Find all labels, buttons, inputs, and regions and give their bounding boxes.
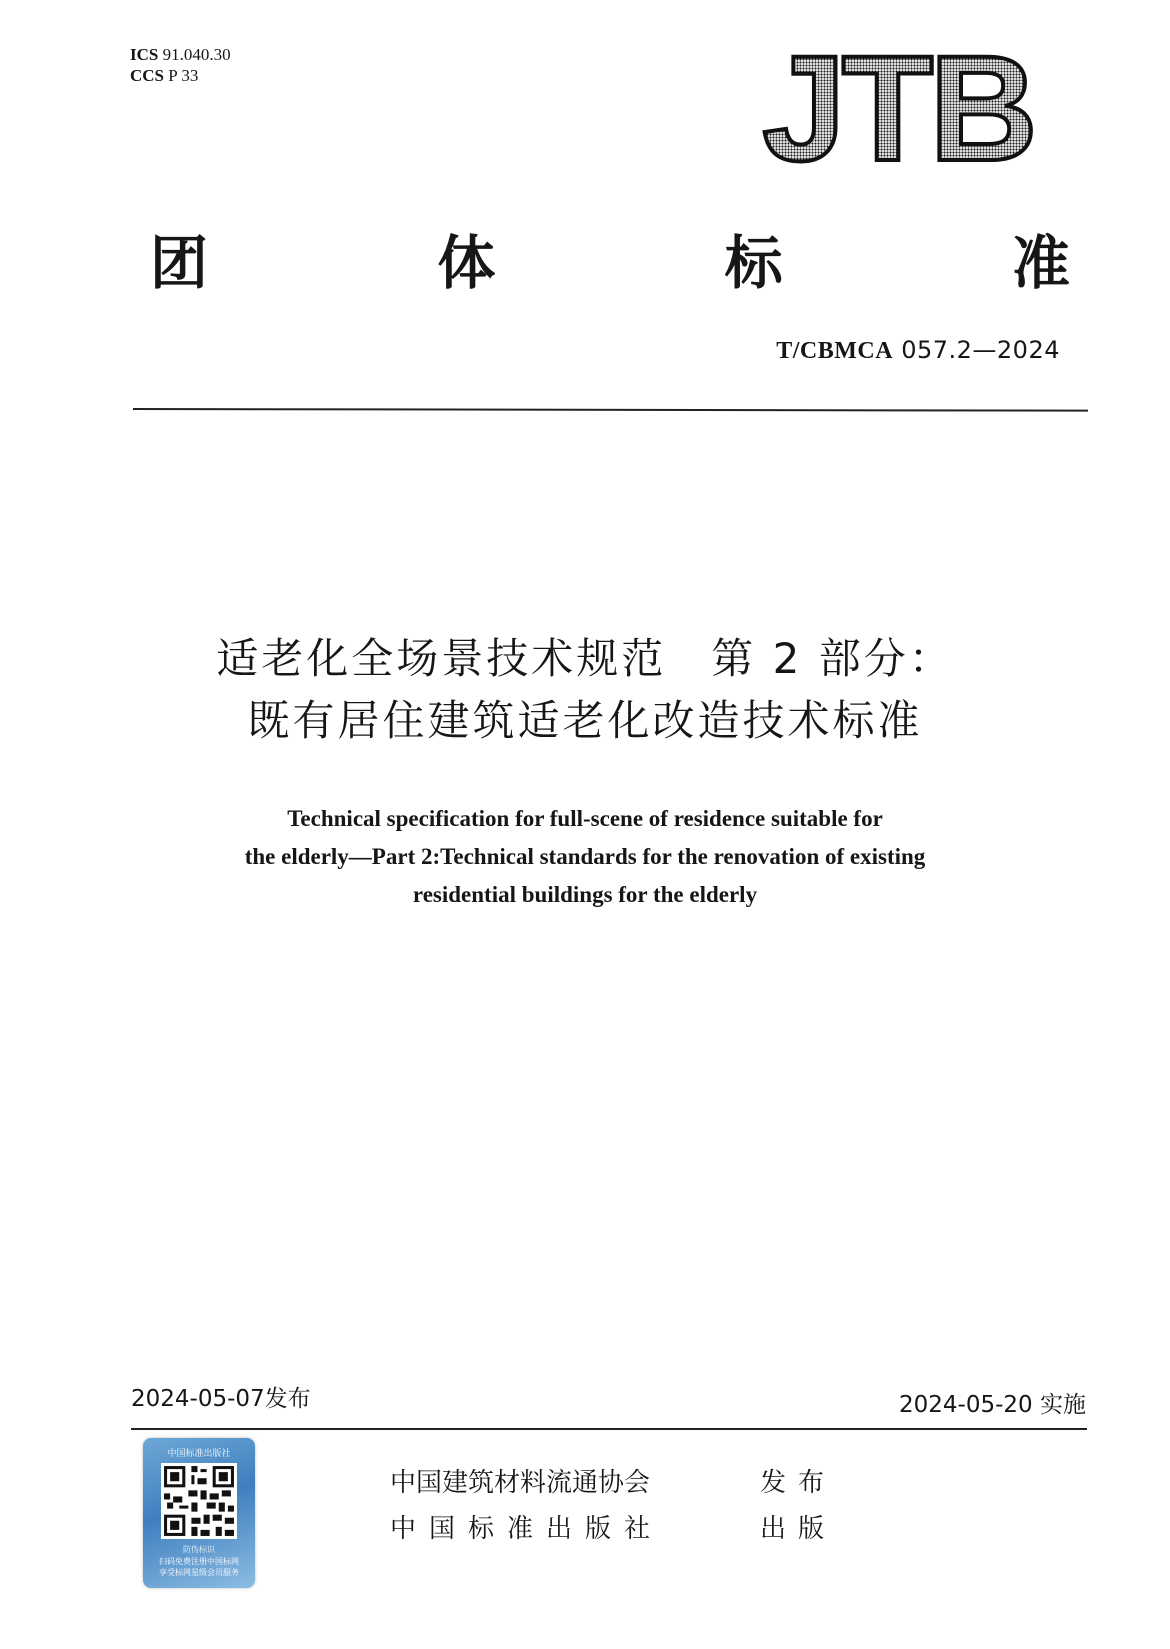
title-english — [0, 800, 1170, 914]
ccs-value: P 33 — [168, 66, 199, 85]
implement-date — [899, 1386, 1086, 1419]
sticker-bottom-line2: 享受标网星级会员服务 — [159, 1568, 239, 1577]
publish-date-label: 发布 — [264, 1386, 311, 1412]
classification-codes — [130, 44, 231, 86]
publisher-row — [390, 1506, 836, 1552]
ccs-code — [130, 65, 231, 86]
logo-text: JTB — [762, 24, 1034, 192]
publishers — [390, 1460, 836, 1552]
title-english-line2: the elderly—Part 2:Technical standards for the renovation of existing — [244, 844, 926, 869]
publish-date-value: 2024-05-07 — [131, 1386, 265, 1412]
standard-number — [776, 336, 1060, 365]
sticker-mid-text: 防伪标识 — [183, 1545, 215, 1554]
implement-date-value: 2024-05-20 — [899, 1392, 1033, 1418]
publisher-org: 中国标准出版社 — [390, 1514, 664, 1544]
group-standard-char: 团 — [150, 229, 209, 297]
standard-code: 057.2—2024 — [901, 336, 1060, 364]
publisher-org: 中国建筑材料流通协会 — [390, 1468, 651, 1498]
top-divider — [133, 408, 1088, 412]
title-english-line3: residential buildings for the elderly — [412, 882, 758, 907]
ics-value: 91.040.30 — [162, 45, 231, 64]
jtb-logo — [748, 24, 1048, 192]
sticker-bottom-line1: 扫码免费注册中国标网 — [159, 1557, 239, 1566]
publisher-row — [390, 1460, 836, 1506]
ccs-label: CCS — [130, 66, 165, 85]
publisher-role: 发布 — [760, 1468, 837, 1498]
sticker-bottom-text — [147, 1556, 251, 1578]
standard-prefix: T/CBMCA — [776, 338, 894, 364]
bottom-divider — [131, 1428, 1087, 1430]
title-chinese-line2: 既有居住建筑适老化改造技术标准 — [247, 696, 923, 745]
qr-code-icon[interactable] — [161, 1463, 237, 1539]
group-standard-char: 标 — [724, 229, 783, 297]
group-standard-char: 体 — [437, 229, 496, 297]
ics-label: ICS — [130, 45, 159, 64]
title-chinese — [0, 628, 1170, 752]
publisher-role: 出版 — [760, 1514, 837, 1544]
ics-code — [130, 44, 231, 65]
publish-date — [131, 1380, 311, 1413]
title-chinese-line1: 适老化全场景技术规范 第 2 部分： — [216, 634, 954, 683]
group-standard-char: 准 — [1011, 229, 1070, 297]
title-english-line1: Technical specification for full-scene of residence suitable for — [287, 806, 883, 831]
anti-counterfeit-sticker — [143, 1438, 255, 1588]
group-standard-title — [150, 228, 1070, 298]
implement-date-label: 实施 — [1040, 1392, 1086, 1418]
sticker-top-text: 中国标准出版社 — [167, 1449, 231, 1459]
